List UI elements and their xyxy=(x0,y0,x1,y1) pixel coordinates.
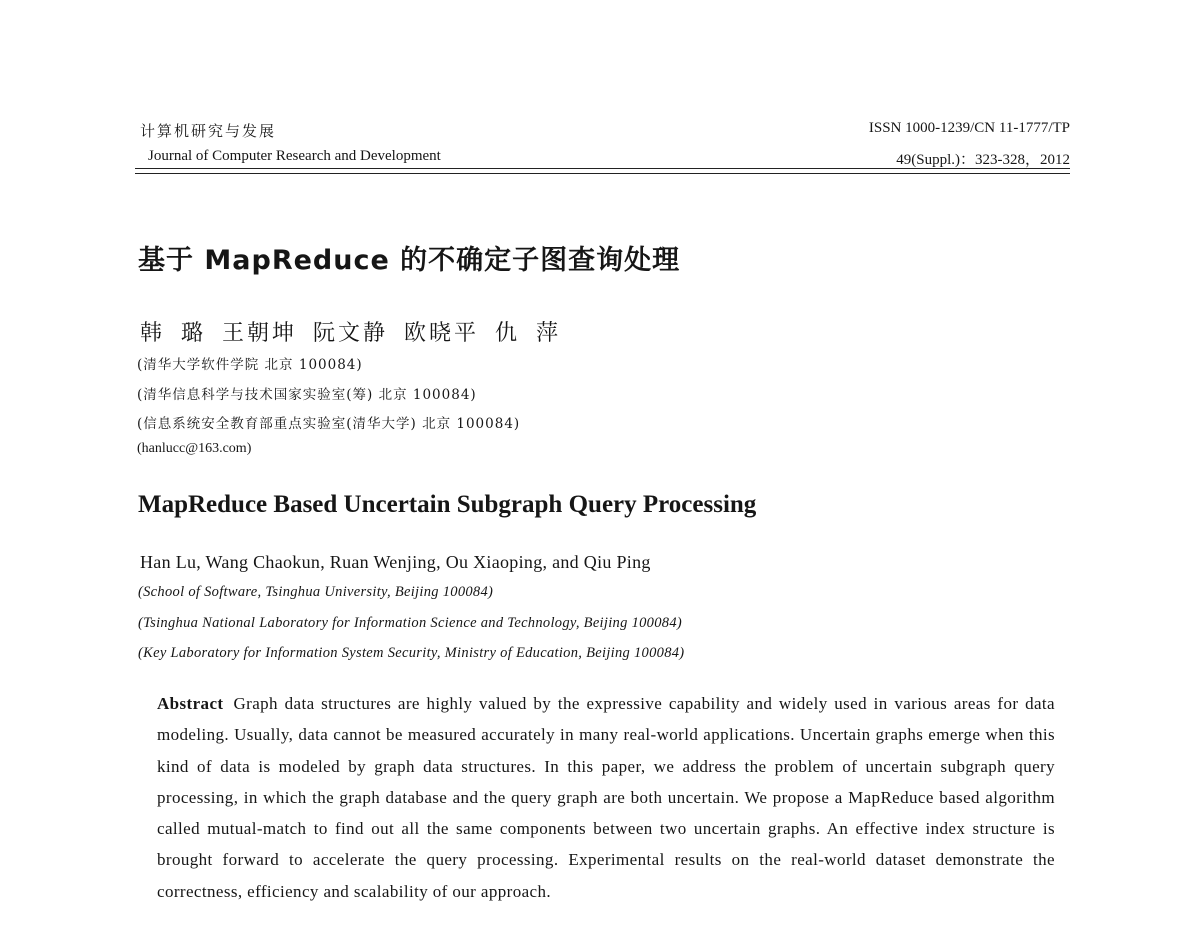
header-rule-thin xyxy=(135,173,1070,174)
journal-title-en: Journal of Computer Research and Development xyxy=(148,148,441,164)
issn: ISSN 1000-1239/CN 11-1777/TP xyxy=(868,120,1070,136)
abstract-text: Graph data structures are highly valued by the expressive capability and widely used in various areas for data modeling. Usually, data cannot be measured accurately in many real-world applications. Uncertain graphs emerge when this kind of data is modeled by graph data structures. In this paper, we address the problem of uncertain subgraph query processing, in which the graph database and the query graph are both uncertain. We propose a MapReduce based algorithm called mutual-match to find out all the same components between two uncertain graphs. An effective index structure is brought forward to accelerate the query processing. Experimental results on the real-world dataset demonstrate the correctness, efficiency and scalability of our approach. xyxy=(157,694,1055,901)
affiliation-en: (Key Laboratory for Information System Security, Ministry of Education, Beijing 100084) xyxy=(138,645,685,661)
affiliation-en: (Tsinghua National Laboratory for Information Science and Technology, Beijing 100084) xyxy=(138,615,683,631)
author-email: (hanlucc@163.com) xyxy=(137,441,252,456)
header-rule xyxy=(135,168,1070,169)
paper-title-en: MapReduce Based Uncertain Subgraph Query Processing xyxy=(138,491,757,518)
affiliation-cn: (信息系统安全教育部重点实验室(清华大学) 北京 100084) xyxy=(137,416,521,432)
affiliation-cn: (清华信息科学与技术国家实验室(筹) 北京 100084) xyxy=(137,387,477,403)
abstract-label: Abstract xyxy=(157,694,224,713)
authors-cn: 韩 璐 王朝坤 阮文静 欧晓平 仇 萍 xyxy=(140,321,561,346)
paper-title-cn: 基于 MapReduce 的不确定子图查询处理 xyxy=(138,245,681,276)
journal-title-cn: 计算机研究与发展 xyxy=(140,122,277,140)
abstract xyxy=(157,688,1055,907)
volume-pages: 49(Suppl.)：323-328，2012 xyxy=(896,152,1070,168)
affiliation-en: (School of Software, Tsinghua University, Beijing 100084) xyxy=(138,584,494,600)
affiliation-cn: (清华大学软件学院 北京 100084) xyxy=(137,357,363,373)
authors-en: Han Lu, Wang Chaokun, Ruan Wenjing, Ou Xiaoping, and Qiu Ping xyxy=(140,552,651,572)
